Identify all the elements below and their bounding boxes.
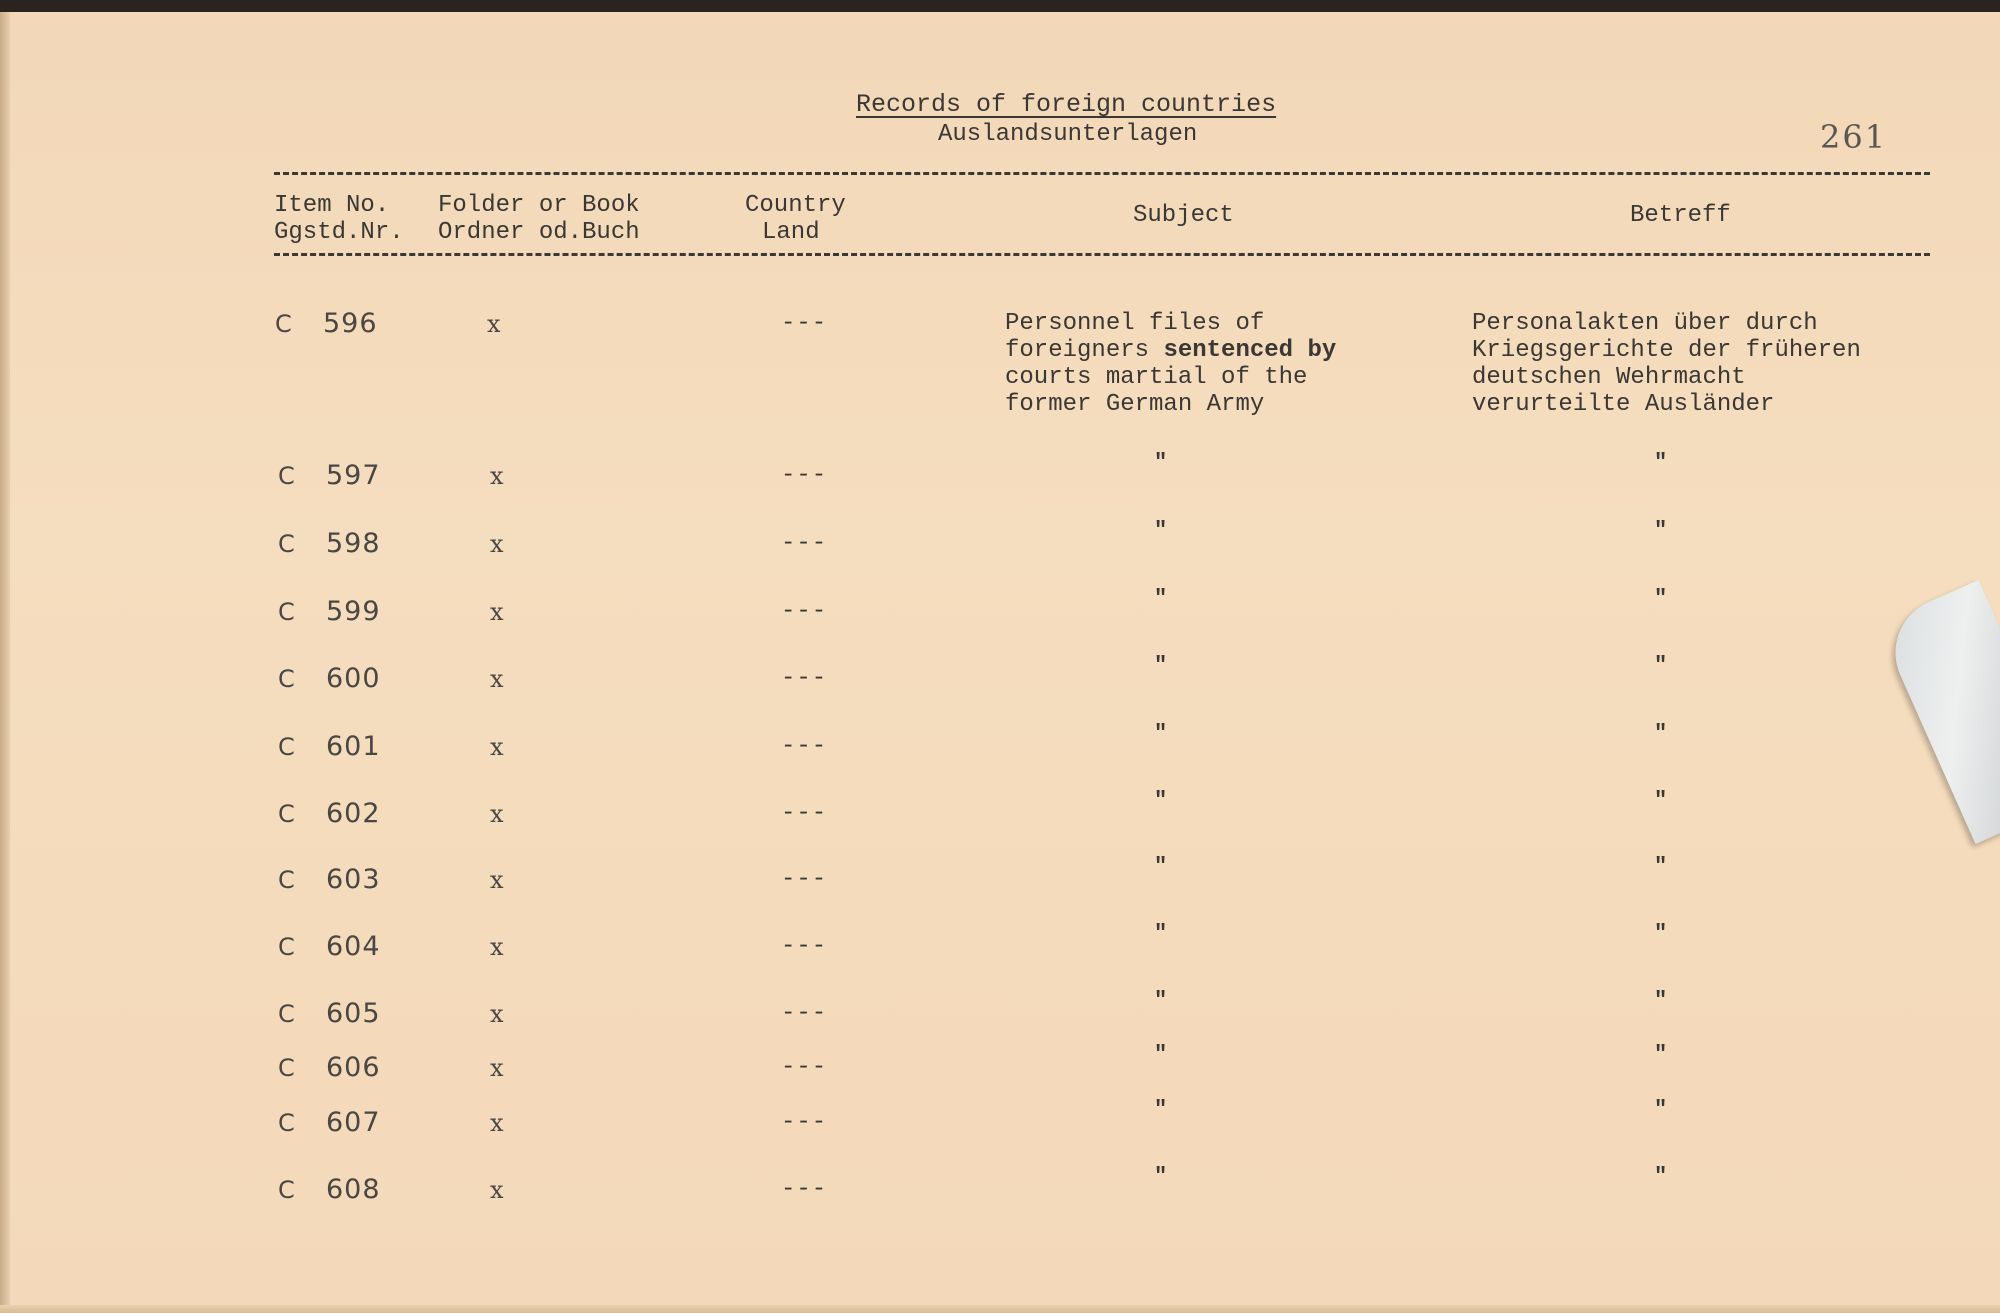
item-prefix: C: [278, 665, 295, 693]
country-value: ---: [781, 462, 828, 489]
folder-mark: x: [490, 800, 504, 828]
item-number: 597: [326, 460, 381, 491]
betreff-ditto: ": [1654, 921, 1668, 946]
page-binding: [0, 12, 10, 1313]
page-title: Records of foreign countries: [856, 90, 1277, 119]
subject-ditto: ": [1154, 586, 1168, 611]
folder-mark: x: [490, 1109, 504, 1137]
column-header-folder-de: Ordner od.Buch: [438, 219, 640, 246]
item-prefix: C: [278, 530, 295, 558]
item-prefix: C: [278, 462, 295, 490]
folder-mark: x: [490, 462, 504, 490]
country-value: ---: [781, 866, 828, 893]
country-value: ---: [781, 933, 828, 960]
item-prefix: C: [278, 933, 295, 961]
betreff-line: verurteilte Ausländer: [1472, 391, 1775, 418]
page-number: 261: [1820, 118, 1888, 156]
item-number: 605: [326, 998, 381, 1029]
betreff-ditto: ": [1654, 721, 1668, 746]
subject-line: [1005, 337, 1336, 364]
subject-ditto: ": [1154, 854, 1168, 879]
item-number: 601: [326, 731, 381, 762]
folder-mark: x: [490, 665, 504, 693]
item-number: 596: [323, 308, 378, 339]
column-header-item-en: Item No.: [274, 192, 390, 219]
folder-mark: x: [490, 1054, 504, 1082]
subject-ditto: ": [1154, 1164, 1168, 1189]
country-value: ---: [781, 1054, 828, 1081]
item-prefix: C: [278, 733, 295, 761]
betreff-ditto: ": [1654, 1097, 1668, 1122]
column-header-betreff: Betreff: [1630, 202, 1731, 229]
country-value: ---: [781, 800, 828, 827]
folder-mark: x: [490, 1000, 504, 1028]
country-value: ---: [781, 1000, 828, 1027]
betreff-ditto: ": [1654, 653, 1668, 678]
folder-mark: x: [490, 866, 504, 894]
folder-mark: x: [487, 310, 501, 338]
betreff-ditto: ": [1654, 518, 1668, 543]
item-number: 606: [326, 1052, 381, 1083]
country-value: ---: [781, 530, 828, 557]
item-prefix: C: [278, 1109, 295, 1137]
betreff-ditto: ": [1654, 788, 1668, 813]
item-prefix: C: [278, 1000, 295, 1028]
item-number: 598: [326, 528, 381, 559]
item-prefix: C: [275, 310, 292, 338]
subject-line: courts martial of the: [1005, 364, 1308, 391]
subject-ditto: ": [1154, 1042, 1168, 1067]
folder-mark: x: [490, 530, 504, 558]
subject-line: former German Army: [1005, 391, 1265, 418]
subject-ditto: ": [1154, 788, 1168, 813]
column-header-country-de: Land: [762, 219, 820, 246]
item-prefix: C: [278, 800, 295, 828]
folder-mark: x: [490, 598, 504, 626]
subject-line-part: foreigners: [1005, 337, 1164, 364]
country-value: ---: [781, 1176, 828, 1203]
betreff-ditto: ": [1654, 1164, 1668, 1189]
column-header-folder-en: Folder or Book: [438, 192, 640, 219]
subject-ditto: ": [1154, 1097, 1168, 1122]
betreff-ditto: ": [1654, 854, 1668, 879]
folder-mark: x: [490, 1176, 504, 1204]
item-number: 607: [326, 1107, 381, 1138]
column-header-country-en: Country: [745, 192, 846, 219]
betreff-ditto: ": [1654, 450, 1668, 475]
item-number: 599: [326, 596, 381, 627]
column-header-subject: Subject: [1133, 202, 1234, 229]
subject-ditto: ": [1154, 988, 1168, 1013]
country-value: ---: [781, 1109, 828, 1136]
page-subtitle: Auslandsunterlagen: [938, 121, 1198, 148]
ledger-page: [0, 12, 2000, 1313]
betreff-ditto: ": [1654, 988, 1668, 1013]
subject-line: Personnel files of: [1005, 310, 1265, 337]
subject-line-bold-part: sentenced by: [1163, 337, 1337, 364]
folder-mark: x: [490, 933, 504, 961]
item-prefix: C: [278, 598, 295, 626]
page-bottom-edge: [0, 1305, 2000, 1313]
item-number: 600: [326, 663, 381, 694]
item-prefix: C: [278, 1054, 295, 1082]
item-prefix: C: [278, 866, 295, 894]
column-header-item-de: Ggstd.Nr.: [274, 219, 404, 246]
country-value: ---: [781, 598, 828, 625]
subject-ditto: ": [1154, 450, 1168, 475]
betreff-ditto: ": [1654, 1042, 1668, 1067]
betreff-line: Kriegsgerichte der früheren: [1472, 337, 1861, 364]
subject-ditto: ": [1154, 921, 1168, 946]
subject-ditto: ": [1154, 653, 1168, 678]
subject-ditto: ": [1154, 721, 1168, 746]
header-rule-bottom: [274, 253, 1930, 256]
item-number: 603: [326, 864, 381, 895]
page-tab-marker: [1878, 580, 2000, 844]
item-number: 608: [326, 1174, 381, 1205]
country-value: ---: [781, 733, 828, 760]
country-value: ---: [781, 310, 828, 337]
betreff-line: Personalakten über durch: [1472, 310, 1818, 337]
item-number: 604: [326, 931, 381, 962]
betreff-line: deutschen Wehrmacht: [1472, 364, 1746, 391]
country-value: ---: [781, 665, 828, 692]
subject-ditto: ": [1154, 518, 1168, 543]
header-rule-top: [274, 172, 1930, 175]
item-number: 602: [326, 798, 381, 829]
item-prefix: C: [278, 1176, 295, 1204]
folder-mark: x: [490, 733, 504, 761]
betreff-ditto: ": [1654, 586, 1668, 611]
